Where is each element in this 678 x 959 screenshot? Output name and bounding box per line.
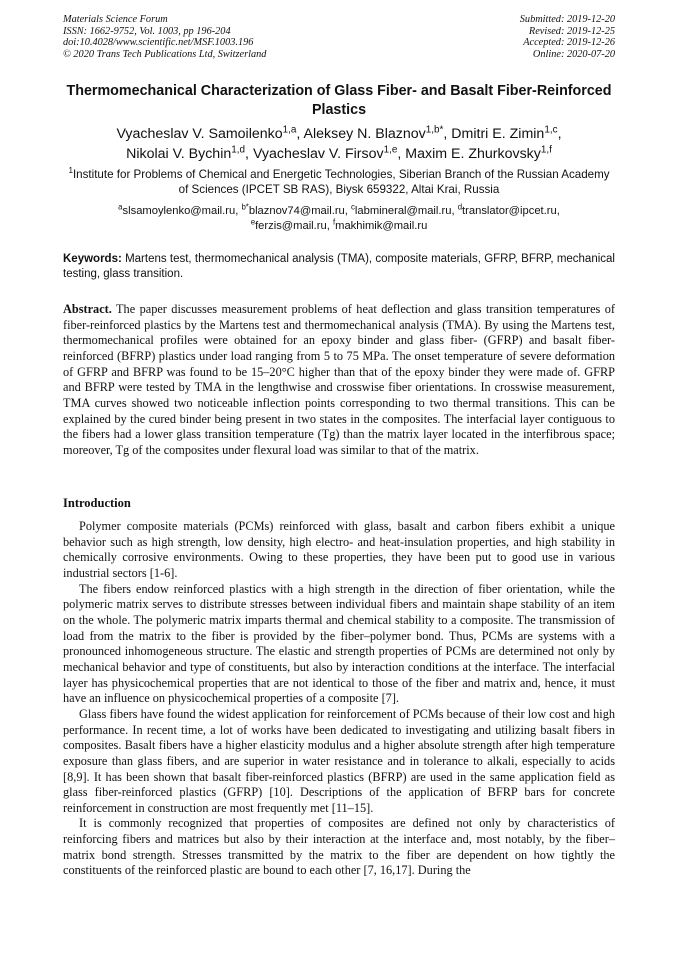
journal-doi: doi:10.4028/www.scientific.net/MSF.1003.196 (63, 37, 254, 49)
email-mark: b* (241, 202, 249, 212)
introduction-body (63, 519, 615, 879)
email-mark: d (457, 202, 463, 212)
abstract-text: The paper discusses measurement problems of heat deflection and glass transition temperatures of fiber-reinforced plastics by the Martens test and thermomechanical analysis (TMA). By using the Martens test, thermomechanical profiles were obtained for an epoxy binder and glass fiber- (GFRP) and basalt fiber-reinforced (BFRP) plastics under load ranging from 5 to 75 MPa. The onset temperature of severe deformation of GFRP and BFRP was found to be 15–20°C higher than that of the epoxy binder they were made of. GFRP and BFRP were tested by TMA in the lengthwise and crosswise fiber orientations. In crosswise measurement, TMA curves showed two noticeable inflection points corresponding to two thermal transitions. This can be explained by the cured binder being present in two states in the composites. The interfacial layer contiguous to the fibers had a lower glass transition temperature (Tg) than the matrix layer located in the interfibrous space; moreover, Tg of the composites under flexural load was similar to that of the matrix. (63, 302, 615, 457)
email-mark: f (332, 217, 336, 227)
date-accepted: Accepted: 2019-12-26 (523, 37, 615, 49)
author-emails: $^a$slsamoylenko@mail.ru, $^{b*}$blaznov74@mail.ru, $^c$labmineral@mail.ru, $^d$translator@ipcet.ru, $^e$ferzis@mail.ru, $^f$makhimik@mail.ru (118, 202, 560, 232)
paper-title: Thermomechanical Characterization of Glass Fiber- and Basalt Fiber-Reinforced Plastics (66, 83, 612, 118)
email-link[interactable]: translator@ipcet.ru (462, 205, 557, 217)
email-link[interactable]: makhimik@mail.ru (335, 220, 428, 232)
affiliation (63, 167, 615, 197)
author-name: Vyacheslav V. Samoilenko (116, 126, 283, 142)
author-affiliation-mark: 1,e (383, 144, 398, 156)
paragraph: It is commonly recognized that properties of composites are defined not only by characteristics of reinforcing fibers and matrices but also by their interaction at the interface and, most notably, by the fiber–matrix bond strength. Stresses transmitted by the matrix to the fiber are dependent on how tightly the constituents of the reinforced plastic are bound to each other [7, 16,17]. During the (63, 816, 615, 878)
affiliation-text: Institute for Problems of Chemical and Energetic Technologies, Siberian Branch of the Russian Academy of Sciences (IPCET SB RAS), Biysk 659322, Altai Krai, Russia (72, 168, 610, 196)
author-affiliation-mark: 1,b* (425, 124, 444, 136)
keywords-text: Martens test, thermomechanical analysis (TMA), composite materials, GFRP, BFRP, mechanical testing, glass transition. (63, 253, 615, 280)
email-link[interactable]: blaznov74@mail.ru (248, 205, 345, 217)
journal-name: Materials Science Forum (63, 14, 168, 25)
author-name: Maxim E. Zhurkovsky (405, 146, 541, 162)
author-affiliation-mark: 1,a (282, 124, 297, 136)
email-link[interactable]: ferzis@mail.ru (255, 220, 327, 232)
author-name: Aleksey N. Blaznov (303, 126, 426, 142)
paragraph: Glass fibers have found the widest application for reinforcement of PCMs because of their low cost and high performance. In recent time, a lot of works have been dedicated to investigating and utilizing basalt fibers in composites. Basalt fibers have a higher elasticity modulus and a higher absolute strength after high temperature exposure than glass fibers, and are superior in water resistance and in tolerance to alkali, especially to acids [8,9]. It has been shown that basalt fiber-reinforced plastics (BFRP) are used in the same application field as glass fiber-reinforced plastics (GFRP) [10]. Descriptions of the application of BFRP bars for concrete reinforcement in construction are most frequently met [11–15]. (63, 706, 615, 815)
journal-copyright: © 2020 Trans Tech Publications Ltd, Switzerland (63, 48, 267, 60)
publication-dates (520, 14, 615, 60)
keywords-label: Keywords: (63, 253, 122, 265)
affiliation-mark: 1 (68, 166, 73, 176)
email-mark: a (118, 202, 123, 212)
author-affiliation-mark: 1,f (540, 144, 552, 156)
email-link[interactable]: labmineral@mail.ru (354, 205, 452, 217)
keywords (63, 252, 615, 281)
author-affiliation-mark: 1,d (231, 144, 246, 156)
author-name: Vyacheslav V. Firsov (252, 146, 384, 162)
email-mark: c (351, 202, 355, 212)
abstract-label: Abstract. (63, 302, 112, 316)
email-mark: e (250, 217, 256, 227)
author-affiliation-mark: 1,c (544, 124, 558, 136)
paragraph: Polymer composite materials (PCMs) reinforced with glass, basalt and carbon fibers exhibit a unique behavior such as high strength, low density, high electro- and heat-insulation properties, and high stability in chemically corrosive environments. Owing to these properties, they have been put to good use in various industrial sectors [1-6]. (63, 519, 615, 580)
journal-issn: ISSN: 1662-9752, Vol. 1003, pp 196-204 (63, 25, 231, 37)
date-submitted: Submitted: 2019-12-20 (519, 14, 615, 25)
journal-info (63, 14, 266, 60)
date-online: Online: 2020-07-20 (532, 48, 615, 60)
author-list: Vyacheslav V. Samoilenko$^{1,a}$, Aleksey N. Blaznov$^{1,b*}$, Dmitri E. Zimin$^{1,c}$, Nikolai V. Bychin$^{1,d}$, Vyacheslav V. Firsov$^{1,e}$, Maxim E. Zhurkovsky$^{1,f}$ (116, 124, 562, 162)
date-revised: Revised: 2019-12-25 (528, 25, 615, 37)
author-name: Nikolai V. Bychin (126, 146, 232, 162)
author-name: Dmitri E. Zimin (451, 126, 545, 142)
paragraph: The fibers endow reinforced plastics with a high strength in the direction of fiber orientation, while the polymeric matrix serves to distribute stresses between individual fibers and maintain shape stability of an item on the whole. The polymeric matrix imparts thermal and chemical stability to a composite. The transmission of load from the matrix to the fiber is provided by the fiber–polymer bond. Thus, PCMs are systems with a pronounced inhomogeneous structure. The elastic and strength properties of PCMs are determined not only by mechanical behavior and type of constituents, but also by interaction conditions at the interface. The interfacial layer has physicochemical properties that are not identical to those of the fiber and matrix and, hence, it must have an influence on physicochemical properties of a composite [7]. (63, 581, 615, 706)
email-link[interactable]: slsamoylenko@mail.ru (122, 205, 236, 217)
section-heading-introduction: Introduction (63, 496, 131, 510)
abstract (63, 302, 615, 459)
